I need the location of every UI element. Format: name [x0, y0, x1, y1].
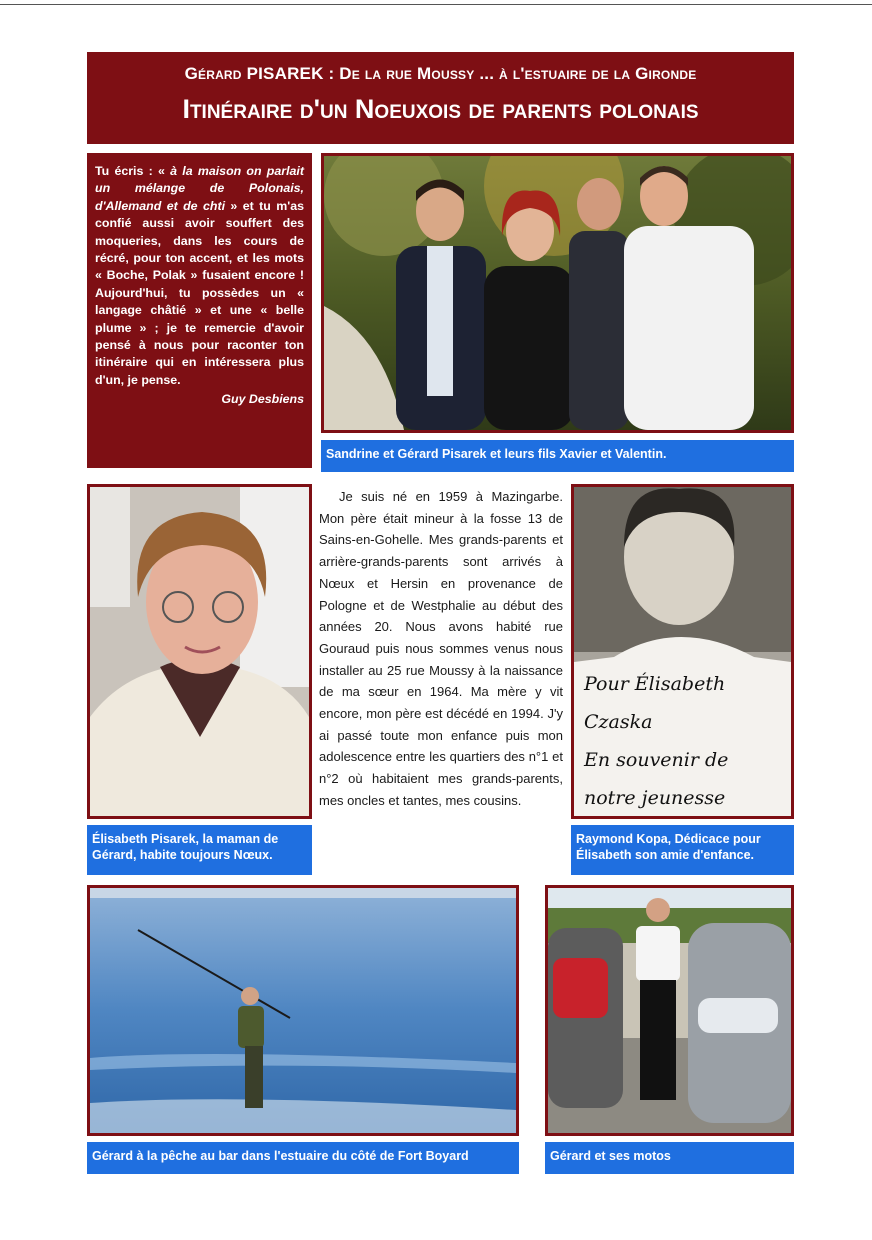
- fishing-caption: Gérard à la pêche au bar dans l'estuaire du côté de Fort Boyard: [87, 1142, 519, 1174]
- kopa-photo: [571, 484, 794, 819]
- quote-signature: Guy Desbiens: [221, 392, 304, 407]
- dedication-line: notre jeunesse: [584, 787, 726, 809]
- article-text: [319, 486, 563, 812]
- dedication-line: En souvenir de: [584, 749, 729, 771]
- mother-caption: Élisabeth Pisarek, la maman de Gérard, habite toujours Nœux.: [87, 825, 312, 875]
- family-photo: [321, 153, 794, 433]
- top-rule: [0, 4, 872, 5]
- article-paragraph: Je suis né en 1959 à Mazingarbe. Mon père était mineur à la fosse 13 de Sains-en-Gohelle. Mes grands-parents et arrière-grands-parents sont arrivés à Nœux et Hersin en provenance de Pologne et de Westphalie au début des années 20. Nous avons habité rue Gouraud puis nous sommes venus nous installer au 25 rue Moussy à la naissance de ma sœur en 1964. Ma mère y vit encore, mon père est décédé en 1994. J'y ai passé toute mon enfance puis mon adolescence entre les quartiers des n°1 et n°2 où habitaient mes grands-parents, mes oncles et tantes, mes cousins.: [319, 489, 563, 808]
- family-caption: Sandrine et Gérard Pisarek et leurs fils Xavier et Valentin.: [321, 440, 794, 472]
- title-banner: [87, 52, 794, 144]
- quote-rest: » et tu m'as confié aussi avoir souffert des moqueries, dans les cours de récré, pour ton accent, et les mots « Boche, Polak » fusaient encore ! Aujourd'hui, tu possèdes un « langage châtié » et une « belle plume » ; je te remercie d'avoir pensé à nous pour raconter ton itinéraire qui en intéressera plus d'un, je pense.: [95, 198, 304, 387]
- mother-photo: [87, 484, 312, 819]
- motos-caption: Gérard et ses motos: [545, 1142, 794, 1174]
- quote-lead: Tu écris : «: [95, 164, 171, 178]
- dedication-line: Pour Élisabeth Czaska: [584, 673, 726, 733]
- kopa-caption: Raymond Kopa, Dédicace pour Élisabeth son amie d'enfance.: [571, 825, 794, 875]
- fishing-photo: [87, 885, 519, 1136]
- kopa-dedication: [584, 665, 789, 819]
- motos-photo: [545, 885, 794, 1136]
- title-line-1: Gérard PISAREK : De la rue Moussy ... à l'estuaire de la Gironde: [184, 64, 697, 83]
- title-line-2: Itinéraire d'un Noeuxois de parents polonais: [182, 94, 699, 124]
- quote-box: [87, 153, 312, 468]
- quote-emphasis: à la maison on parlait un mélange de Polonais, d'Allemand et de chti: [95, 164, 304, 213]
- dedication-line: [584, 817, 789, 819]
